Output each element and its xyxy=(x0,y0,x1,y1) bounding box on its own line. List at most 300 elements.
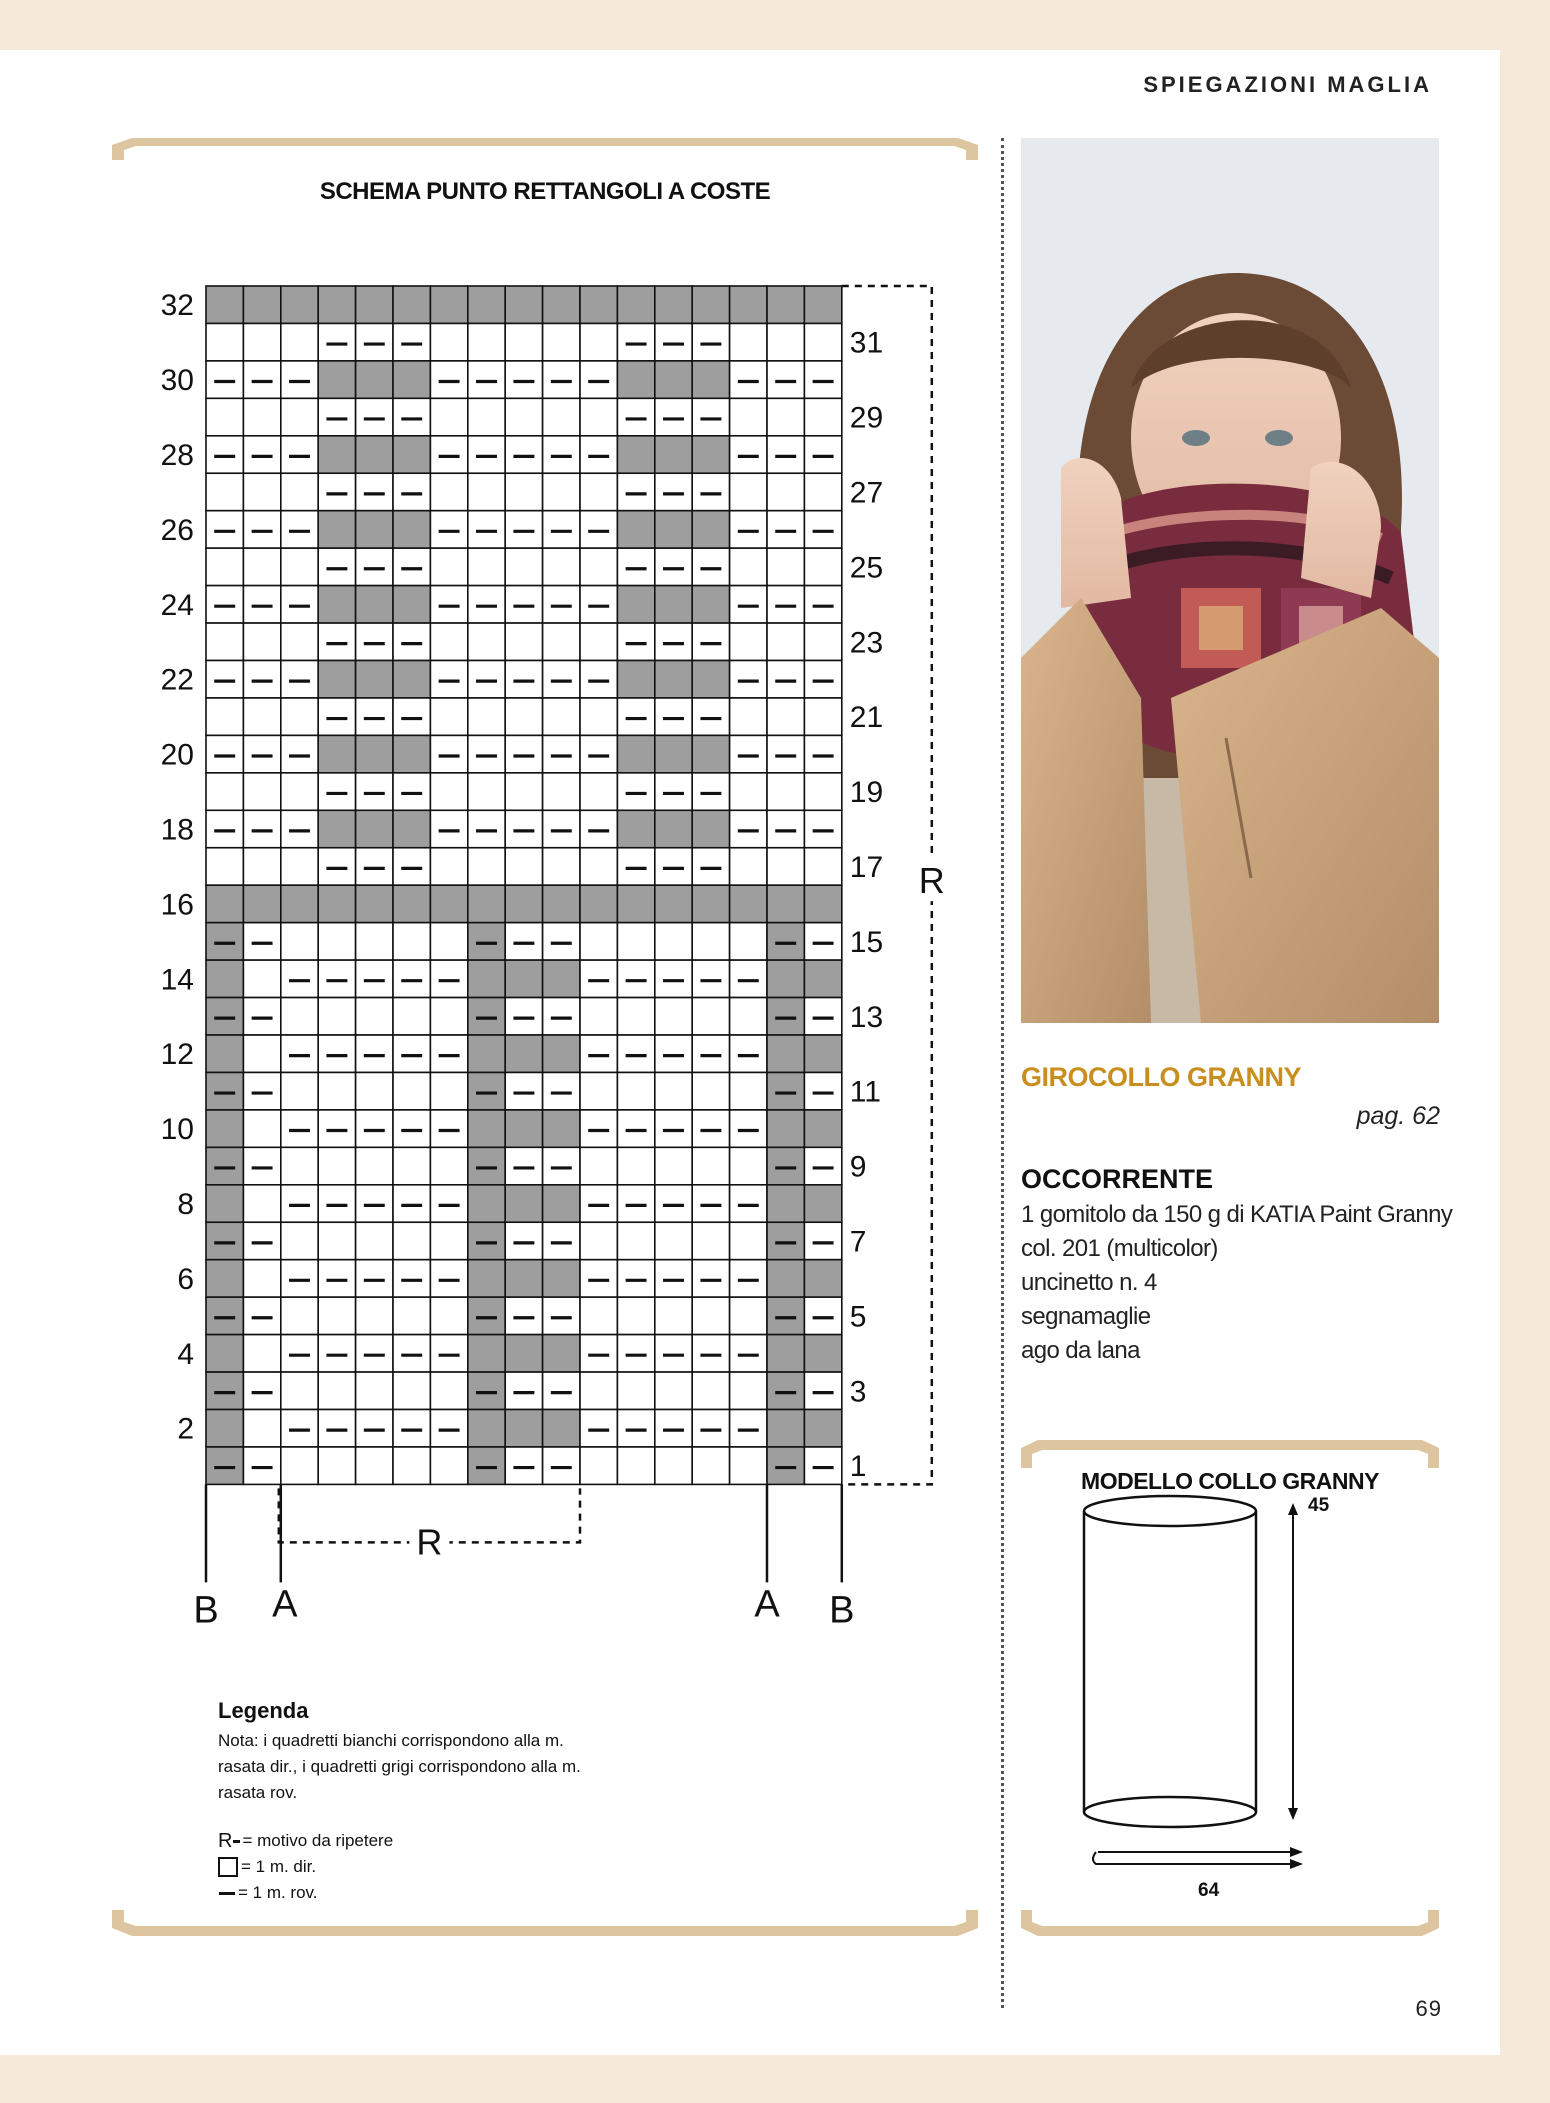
repeat-symbol: R xyxy=(218,1830,233,1852)
chart-cell xyxy=(730,586,767,623)
chart-cell xyxy=(243,623,280,660)
chart-cell xyxy=(617,848,654,885)
chart-cell xyxy=(767,1297,804,1334)
chart-cell xyxy=(655,998,692,1035)
chart-cell xyxy=(356,1297,393,1334)
chart-cell xyxy=(580,1072,617,1109)
row-number-left: 30 xyxy=(160,364,194,398)
chart-cell xyxy=(318,1147,355,1184)
chart-cell xyxy=(692,1335,729,1372)
chart-cell xyxy=(730,361,767,398)
chart-cell xyxy=(655,1410,692,1447)
chart-cell xyxy=(692,286,729,323)
chart-cell xyxy=(430,323,467,360)
supplies-list xyxy=(1021,1198,1452,1368)
chart-cell xyxy=(767,885,804,922)
chart-cell xyxy=(730,473,767,510)
chart-cell xyxy=(318,1185,355,1222)
chart-cell xyxy=(655,661,692,698)
chart-cell xyxy=(356,1147,393,1184)
chart-cell xyxy=(468,548,505,585)
chart-cell xyxy=(692,960,729,997)
chart-cell xyxy=(243,323,280,360)
chart-cell xyxy=(243,960,280,997)
chart-cell xyxy=(767,923,804,960)
chart-cell xyxy=(617,548,654,585)
chart-cell xyxy=(617,661,654,698)
chart-cell xyxy=(505,885,542,922)
chart-cell xyxy=(543,698,580,735)
chart-cell xyxy=(505,773,542,810)
chart-cell xyxy=(356,361,393,398)
chart-cell xyxy=(430,398,467,435)
chart-title: SCHEMA PUNTO RETTANGOLI A COSTE xyxy=(319,178,771,205)
chart-cell xyxy=(430,1147,467,1184)
chart-cell xyxy=(468,848,505,885)
chart-cell xyxy=(318,1035,355,1072)
chart-cell xyxy=(692,885,729,922)
chart-cell xyxy=(468,1410,505,1447)
chart-cell xyxy=(393,848,430,885)
chart-cell xyxy=(580,436,617,473)
chart-cell xyxy=(243,698,280,735)
model-photo xyxy=(1021,138,1439,1023)
chart-cell xyxy=(543,1335,580,1372)
row-number-right: 5 xyxy=(849,1300,867,1334)
supply-item: segnamaglie xyxy=(1021,1303,1151,1330)
chart-cell xyxy=(281,661,318,698)
chart-cell xyxy=(206,323,243,360)
chart-cell xyxy=(804,810,841,847)
chart-cell xyxy=(692,661,729,698)
chart-cell xyxy=(543,1297,580,1334)
chart-cell xyxy=(543,623,580,660)
chart-cell xyxy=(430,548,467,585)
chart-cell xyxy=(206,1260,243,1297)
chart-cell xyxy=(617,1372,654,1409)
chart-cell xyxy=(318,586,355,623)
chart-cell xyxy=(281,698,318,735)
chart-cell xyxy=(505,998,542,1035)
chart-cell xyxy=(804,1335,841,1372)
chart-cell xyxy=(318,885,355,922)
chart-cell xyxy=(468,735,505,772)
chart-cell xyxy=(804,1147,841,1184)
chart-cell xyxy=(692,361,729,398)
chart-cell xyxy=(468,885,505,922)
chart-cell xyxy=(804,698,841,735)
chart-cell xyxy=(767,810,804,847)
chart-cell xyxy=(692,848,729,885)
chart-cell xyxy=(730,1335,767,1372)
chart-cell xyxy=(206,398,243,435)
chart-cell xyxy=(430,960,467,997)
chart-cell xyxy=(206,286,243,323)
chart-cell xyxy=(655,923,692,960)
row-number-left: 4 xyxy=(177,1337,194,1371)
chart-cell xyxy=(692,923,729,960)
chart-cell xyxy=(318,1335,355,1372)
chart-cell xyxy=(393,323,430,360)
chart-cell xyxy=(356,1110,393,1147)
cylinder-diagram xyxy=(1084,1495,1330,1901)
chart-cell xyxy=(468,1147,505,1184)
chart-cell xyxy=(580,960,617,997)
row-number-left: 16 xyxy=(160,888,194,922)
chart-cell xyxy=(393,473,430,510)
page-number: 69 xyxy=(1415,1996,1442,2021)
chart-cell xyxy=(543,361,580,398)
chart-cell xyxy=(206,810,243,847)
chart-cell xyxy=(767,1147,804,1184)
chart-cell xyxy=(430,1222,467,1259)
chart-cell xyxy=(430,848,467,885)
chart-cell xyxy=(430,885,467,922)
chart-cell xyxy=(206,1297,243,1334)
chart-cell xyxy=(356,848,393,885)
chart-cell xyxy=(617,473,654,510)
chart-cell xyxy=(804,623,841,660)
chart-cell xyxy=(543,885,580,922)
chart-cell xyxy=(730,923,767,960)
chart-cell xyxy=(730,1222,767,1259)
chart-cell xyxy=(543,286,580,323)
chart-cell xyxy=(804,1035,841,1072)
chart-cell xyxy=(543,1372,580,1409)
chart-cell xyxy=(804,735,841,772)
chart-cell xyxy=(243,1035,280,1072)
chart-cell xyxy=(468,661,505,698)
chart-cell xyxy=(655,1372,692,1409)
chart-cell xyxy=(430,698,467,735)
chart-cell xyxy=(356,885,393,922)
chart-cell xyxy=(767,1447,804,1484)
chart-cell xyxy=(730,1297,767,1334)
chart-cell xyxy=(730,1110,767,1147)
chart-cell xyxy=(655,548,692,585)
chart-cell xyxy=(580,1447,617,1484)
chart-cell xyxy=(356,436,393,473)
chart-cell xyxy=(692,1447,729,1484)
chart-cell xyxy=(318,661,355,698)
chart-cell xyxy=(430,286,467,323)
model-frame-top xyxy=(1021,1440,1439,1468)
chart-cell xyxy=(243,1447,280,1484)
row-number-left: 12 xyxy=(160,1038,194,1072)
chart-cell xyxy=(692,1147,729,1184)
chart-cell xyxy=(393,1447,430,1484)
chart-cell xyxy=(692,1260,729,1297)
chart-cell xyxy=(580,1222,617,1259)
chart-cell xyxy=(543,1110,580,1147)
repeat-text: = motivo da ripetere xyxy=(242,1831,394,1850)
chart-cell xyxy=(617,1147,654,1184)
chart-cell xyxy=(468,1035,505,1072)
chart-cell xyxy=(804,1297,841,1334)
chart-cell xyxy=(393,960,430,997)
chart-cell xyxy=(767,586,804,623)
chart-cell xyxy=(730,885,767,922)
chart-cell xyxy=(655,848,692,885)
chart-cell xyxy=(468,1072,505,1109)
chart-cell xyxy=(767,323,804,360)
chart-cell xyxy=(767,473,804,510)
chart-cell xyxy=(767,661,804,698)
row-number-right: 7 xyxy=(849,1225,867,1259)
chart-cell xyxy=(281,436,318,473)
chart-cell xyxy=(655,1222,692,1259)
chart-cell xyxy=(281,1335,318,1372)
chart-cell xyxy=(543,1260,580,1297)
chart-cell xyxy=(505,1260,542,1297)
chart-cell xyxy=(243,473,280,510)
row-number-right: 1 xyxy=(849,1450,867,1484)
chart-cell xyxy=(393,1185,430,1222)
chart-cell xyxy=(580,1410,617,1447)
chart-cell xyxy=(543,436,580,473)
chart-cell xyxy=(580,698,617,735)
chart-cell xyxy=(281,511,318,548)
chart-cell xyxy=(206,923,243,960)
chart-cell xyxy=(543,1147,580,1184)
chart-cell xyxy=(580,398,617,435)
chart-cell xyxy=(804,998,841,1035)
chart-cell xyxy=(655,436,692,473)
chart-cell xyxy=(692,398,729,435)
model-title: MODELLO COLLO GRANNY xyxy=(1081,1468,1379,1494)
chart-cell xyxy=(318,848,355,885)
chart-cell xyxy=(468,511,505,548)
chart-cell xyxy=(767,1335,804,1372)
chart-cell xyxy=(468,473,505,510)
chart-cell xyxy=(580,1110,617,1147)
chart-cell xyxy=(505,810,542,847)
chart-cell xyxy=(617,885,654,922)
legend-note-line: Nota: i quadretti bianchi corrispondono alla m. xyxy=(218,1731,564,1750)
chart-cell xyxy=(430,1072,467,1109)
chart-cell xyxy=(243,998,280,1035)
chart-cell xyxy=(505,848,542,885)
repeat-dash-icon xyxy=(233,1840,240,1843)
row-number-right: 11 xyxy=(849,1075,881,1109)
chart-cell xyxy=(692,1072,729,1109)
chart-cell xyxy=(505,548,542,585)
chart-cell xyxy=(281,848,318,885)
chart-cell xyxy=(281,810,318,847)
chart-cell xyxy=(393,661,430,698)
chart-cell xyxy=(243,548,280,585)
chart-cell xyxy=(804,586,841,623)
chart-cell xyxy=(580,361,617,398)
chart-cell xyxy=(393,586,430,623)
chart-cell xyxy=(356,998,393,1035)
legend-note-line: rasata rov. xyxy=(218,1783,298,1802)
chart-cell xyxy=(655,1297,692,1334)
chart-cell xyxy=(767,960,804,997)
chart-cell xyxy=(356,923,393,960)
chart-cell xyxy=(804,548,841,585)
chart-cell xyxy=(730,1035,767,1072)
chart-cell xyxy=(505,1372,542,1409)
chart-cell xyxy=(767,1260,804,1297)
chart-cell xyxy=(318,286,355,323)
chart-cell xyxy=(281,286,318,323)
chart-cell xyxy=(730,286,767,323)
chart-cell xyxy=(617,1260,654,1297)
chart-cell xyxy=(468,923,505,960)
width-arrow xyxy=(1093,1852,1300,1864)
chart-cell xyxy=(730,1372,767,1409)
chart-cell xyxy=(692,511,729,548)
chart-cell xyxy=(505,1110,542,1147)
chart-cell xyxy=(393,1035,430,1072)
chart-cell xyxy=(767,1035,804,1072)
chart-cell xyxy=(206,735,243,772)
chart-cell xyxy=(468,698,505,735)
chart-cell xyxy=(543,586,580,623)
chart-cell xyxy=(730,1447,767,1484)
chart-cell xyxy=(356,1410,393,1447)
chart-cell xyxy=(617,323,654,360)
chart-cell xyxy=(206,586,243,623)
chart-cell xyxy=(692,623,729,660)
chart-cell xyxy=(393,286,430,323)
chart-cell xyxy=(430,1110,467,1147)
chart-cell xyxy=(393,1297,430,1334)
chart-cell xyxy=(243,586,280,623)
chart-cell xyxy=(356,661,393,698)
chart-cell xyxy=(804,436,841,473)
chart-cell xyxy=(655,623,692,660)
chart-cell xyxy=(318,1222,355,1259)
chart-cell xyxy=(580,735,617,772)
chart-cell xyxy=(206,1335,243,1372)
chart-cell xyxy=(468,398,505,435)
chart-cell xyxy=(804,848,841,885)
chart-cell xyxy=(243,1222,280,1259)
chart-cell xyxy=(356,1072,393,1109)
chart-cell xyxy=(804,1260,841,1297)
legend-note-line: rasata dir., i quadretti grigi corrispondono alla m. xyxy=(218,1757,581,1776)
chart-cell xyxy=(804,885,841,922)
chart-cell xyxy=(206,1035,243,1072)
chart-cell xyxy=(543,998,580,1035)
chart-cell xyxy=(580,323,617,360)
row-number-left: 2 xyxy=(177,1412,194,1446)
chart-cell xyxy=(468,1297,505,1334)
chart-cell xyxy=(281,1185,318,1222)
chart-cell xyxy=(393,1110,430,1147)
chart-cell xyxy=(505,511,542,548)
chart-cell xyxy=(543,1072,580,1109)
chart-cell xyxy=(543,960,580,997)
chart-cell xyxy=(505,1447,542,1484)
chart-cell xyxy=(655,1072,692,1109)
chart-cell xyxy=(580,885,617,922)
chart-cell xyxy=(692,586,729,623)
chart-cell xyxy=(243,436,280,473)
chart-cell xyxy=(543,1185,580,1222)
legend-purl xyxy=(218,1880,738,1906)
chart-cell xyxy=(804,473,841,510)
chart-cell xyxy=(692,436,729,473)
chart-cell xyxy=(468,323,505,360)
chart-cell xyxy=(281,1410,318,1447)
chart-cell xyxy=(281,1222,318,1259)
chart-cell xyxy=(206,698,243,735)
chart-cell xyxy=(655,1147,692,1184)
chart-cell xyxy=(692,1297,729,1334)
chart-cell xyxy=(617,1035,654,1072)
knit-text: = 1 m. dir. xyxy=(241,1857,317,1876)
photo-illustration xyxy=(1021,138,1439,1023)
chart-cell xyxy=(281,1147,318,1184)
chart-cell xyxy=(505,1185,542,1222)
column-divider xyxy=(1001,138,1004,2008)
row-number-right: 23 xyxy=(849,626,884,660)
chart-cell xyxy=(393,998,430,1035)
chart-cell xyxy=(243,1185,280,1222)
chart-cell xyxy=(617,436,654,473)
chart-cell xyxy=(692,735,729,772)
chart-cell xyxy=(767,1072,804,1109)
chart-cell xyxy=(430,436,467,473)
chart-cell xyxy=(767,398,804,435)
chart-cell xyxy=(318,1260,355,1297)
chart-cell xyxy=(393,511,430,548)
chart-cell xyxy=(804,398,841,435)
chart-cell xyxy=(543,1410,580,1447)
horizontal-repeat-label: R xyxy=(416,1521,443,1563)
chart-cell xyxy=(580,1335,617,1372)
chart-cell xyxy=(430,623,467,660)
chart-cell xyxy=(505,436,542,473)
chart-cell xyxy=(505,1297,542,1334)
chart-cell xyxy=(580,286,617,323)
chart-cell xyxy=(505,698,542,735)
chart-cell xyxy=(243,923,280,960)
chart-cell xyxy=(393,1222,430,1259)
chart-cell xyxy=(730,1410,767,1447)
chart-cell xyxy=(655,960,692,997)
chart-cell xyxy=(281,398,318,435)
chart-cell xyxy=(393,398,430,435)
chart-cell xyxy=(692,1185,729,1222)
chart-cell xyxy=(804,1185,841,1222)
row-number-right: 25 xyxy=(849,551,884,585)
chart-cell xyxy=(505,960,542,997)
chart-cell xyxy=(356,473,393,510)
chart-cell xyxy=(730,773,767,810)
chart-cell xyxy=(243,1372,280,1409)
dash-icon xyxy=(219,1892,235,1895)
chart-cell xyxy=(617,361,654,398)
chart-cell xyxy=(655,473,692,510)
row-number-left: 6 xyxy=(177,1262,194,1296)
chart-cell xyxy=(655,1185,692,1222)
chart-cell xyxy=(468,1110,505,1147)
chart-cell xyxy=(767,998,804,1035)
purl-text: = 1 m. rov. xyxy=(238,1883,318,1902)
chart-cell xyxy=(580,548,617,585)
chart-cell xyxy=(692,1035,729,1072)
chart-cell xyxy=(318,1447,355,1484)
chart-cell xyxy=(505,1335,542,1372)
chart-cell xyxy=(730,436,767,473)
chart-cell xyxy=(468,810,505,847)
chart-cell xyxy=(318,436,355,473)
chart-cell xyxy=(430,586,467,623)
